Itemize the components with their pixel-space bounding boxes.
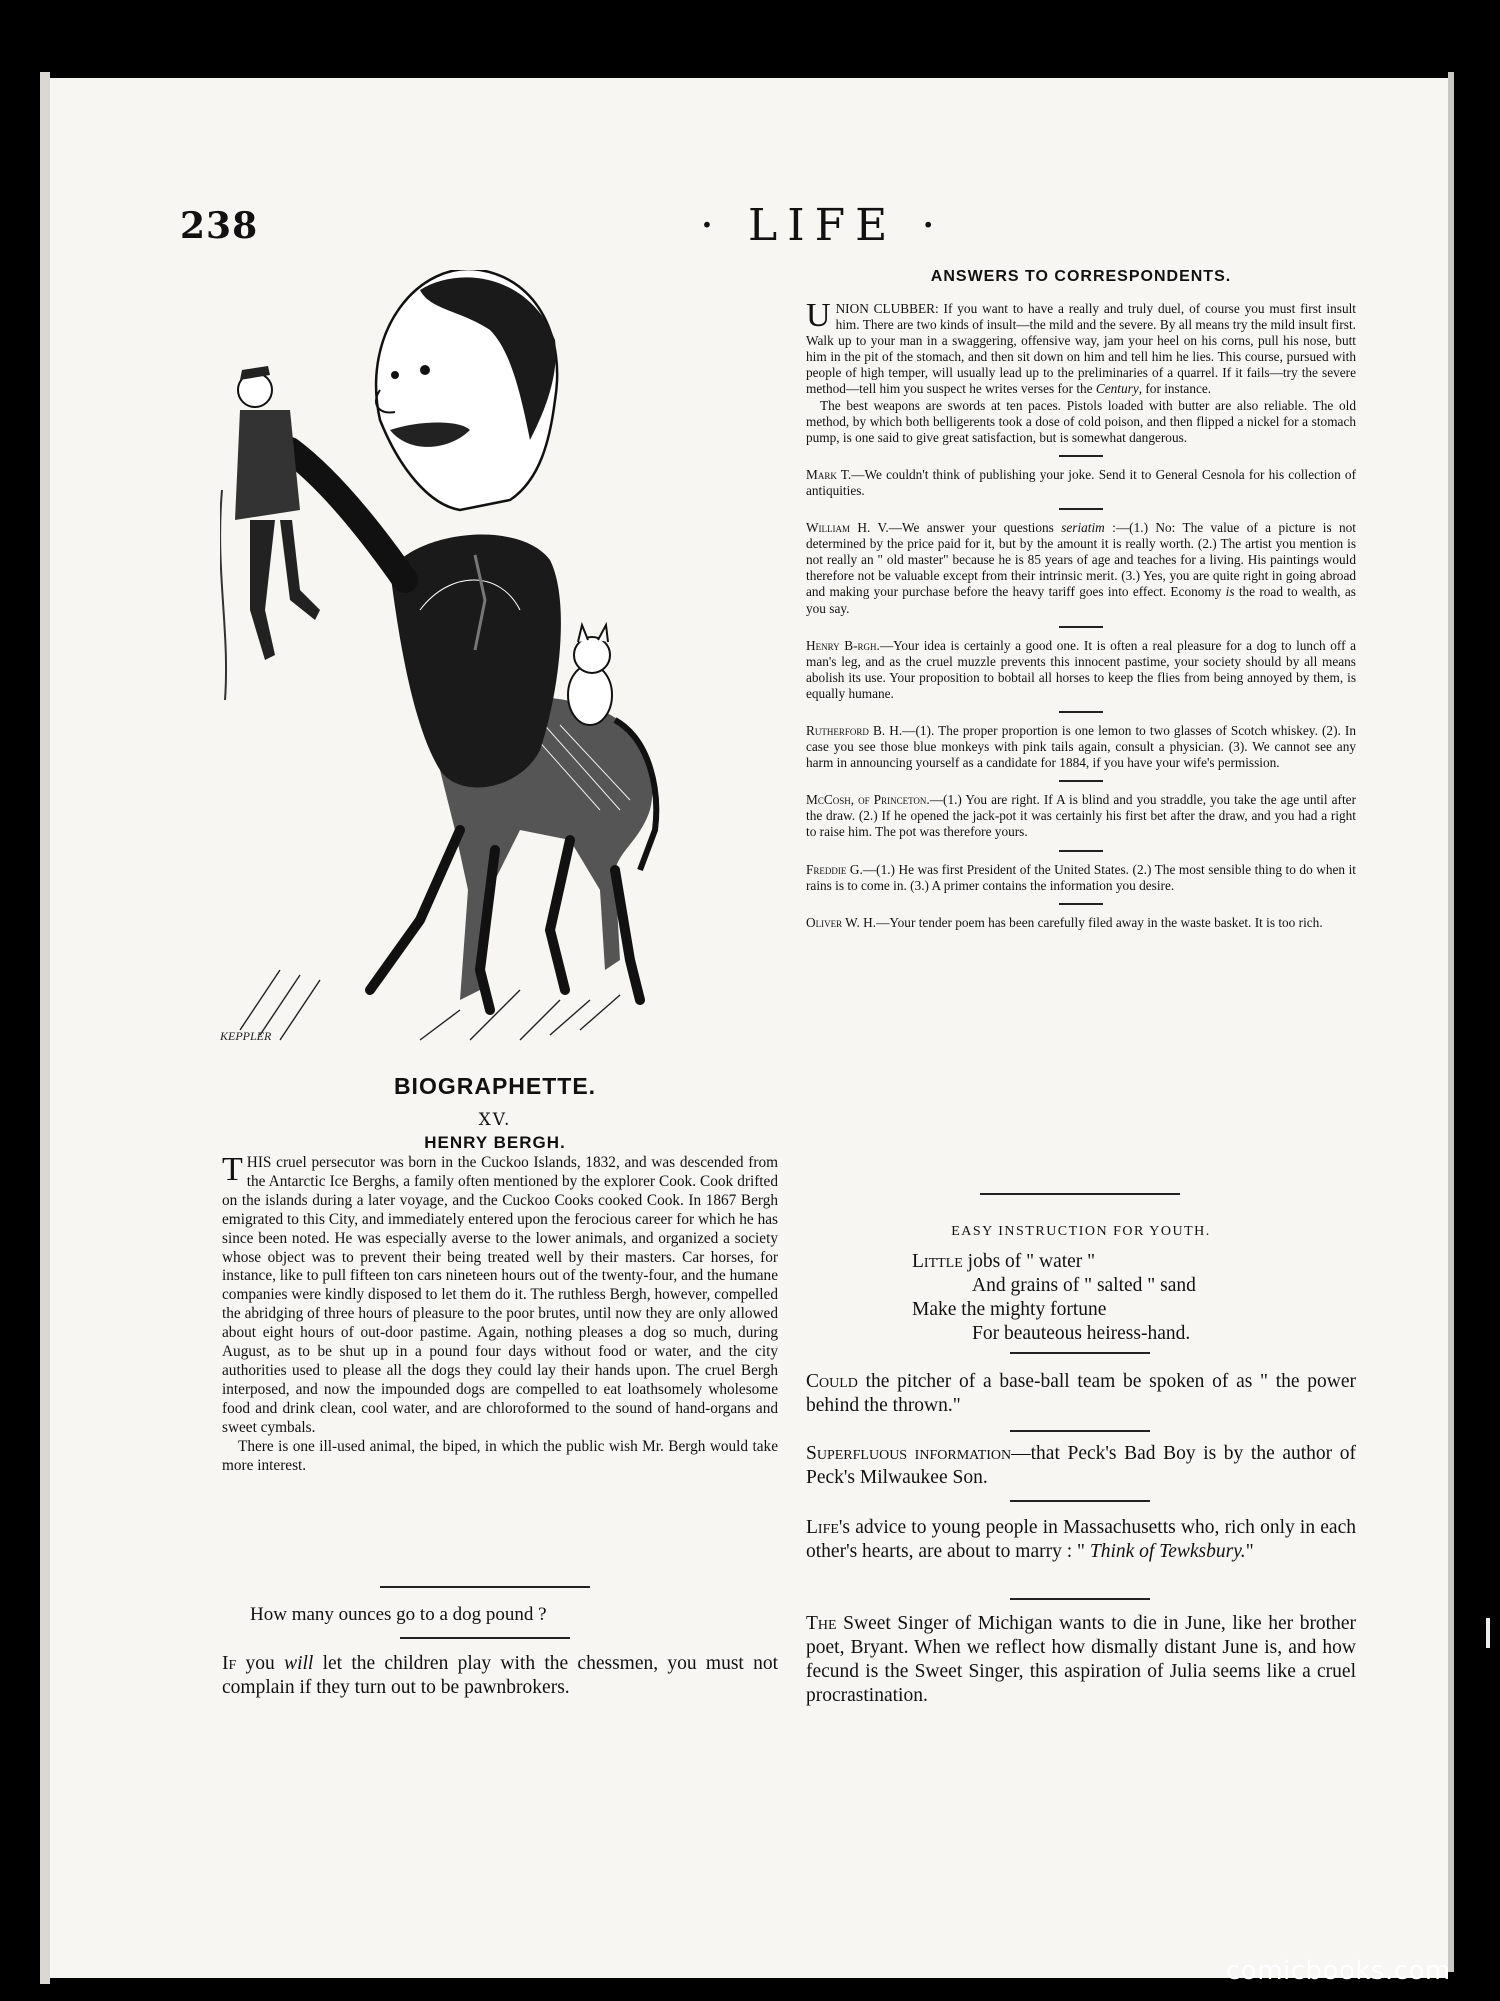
- drop-cap: T: [222, 1151, 243, 1188]
- answer-mccosh: McCosh, of Princeton.—(1.) You are right. If A is blind and you straddle, you take the age until after the draw. (2.) If he opened the jack-pot it was certainly his first bet after the draw, and you had a right to raise him. The pot was therefore yours.: [806, 792, 1356, 840]
- binding-mark: [1486, 1618, 1490, 1648]
- bio-paragraph-1: THIS cruel persecutor was born in the Cuckoo Islands, 1832, and was descended from the Antarctic Ice Berghs, a family often mentioned by the explorer Cook. Cook drifted on the islands during a later voyage, and the Cuckoo Cooks cooked Cook. In 1867 Bergh emigrated to this City, and immediately entered upon the ferocious career for which he has since been noted. He was especially averse to the lower animals, and organized a society whose object was to prevent their being treated well by their masters. Car horses, for instance, like to pull fifteen ton cars nineteen hours out of the twenty-four, and the humane companies were kindly disposed to let them do it. The ruthless Bergh, however, compelled the abridging of three hours of pleasure to the poor brutes, until now they are only allowed about eight hours of out-door pastime. Again, nothing pleases a dog so much, during August, as to be shut up in a pound four days without food or water, and the city authorities used to please all the dogs they could lay their hands upon. The cruel Bergh interposed, and now the impounded dogs are compelled to eat loathsomely wholesome food and drink clean, cool water, and are chloroformed to the sound of hand-organs and sweet cymbals.: [222, 1151, 778, 1436]
- answer-rutherford: Rutherford B. H.—(1). The proper proportion is one lemon to two glasses of Scotch whiskey. (2). In case you see those blue monkeys with pink tails again, consult a physician. (3). We cannot see any harm in announcing yourself as a candidate for 1884, if you have your wife's permission.: [806, 722, 1356, 771]
- section-subject: HENRY BERGH.: [424, 1133, 566, 1152]
- divider: [980, 1193, 1180, 1195]
- separator: [1059, 455, 1103, 457]
- section-title: BIOGRAPHETTE.: [393, 1073, 597, 1099]
- superfluous-joke: Superfluous information—that Peck's Bad Boy is by the author of Peck's Milwaukee Son.: [806, 1443, 1356, 1488]
- section-number: XV.: [478, 1110, 512, 1130]
- small-dog-figure: [568, 625, 612, 725]
- separator: [1059, 780, 1103, 782]
- artist-signature: KEPPLER: [220, 1029, 272, 1043]
- answer-union-clubber-2: The best weapons are swords at ten paces. Pistols loaded with butter are also reliable. The old method, by which both belligerents took a dose of cold poison, and then flipped a nickel for a stomach pump, is one said to give great satisfaction, but is somewhat dangerous.: [806, 397, 1356, 445]
- page-gutter: [1448, 72, 1454, 1972]
- masthead: · LIFE ·: [700, 200, 946, 251]
- separator: [1059, 711, 1103, 713]
- chessmen-joke: If you will let the children play with the chessmen, you must not complain if they turn out to be pawnbrokers.: [222, 1653, 779, 1698]
- answer-william-h-v: William H. V.—We answer your questions seriatim :—(1.) No: The value of a picture is not determined by the price paid for it, but by the amount it is really worth. (2.) The artist you mention is not really an " old master" because he is 85 years of age and teaches for a living. His paintings would therefore not be valuable except from their intrinsic merit. (3.) Yes, you are quite right in going abroad and making your purchase before the heavy tariff goes into effect. Economy is the road to wealth, as you say.: [806, 520, 1356, 616]
- answer-oliver-w-h: Oliver W. H.—Your tender poem has been carefully filed away in the waste basket. It is too rich.: [806, 914, 1323, 930]
- advice-joke: Life's advice to young people in Massachusetts who, rich only in each other's hearts, are about to marry : " Think of Tewksbury.": [806, 1517, 1356, 1562]
- answer-union-clubber: UNION CLUBBER: If you want to have a really and truly duel, of course you must first insult him. There are two kinds of insult—the mild and the severe. By all means try the mild insult first. Walk up to your man in a swaggering, offensive way, jam your heel on his corns, pull his nose, butt him in the pit of the stomach, and then sit down on him and tell him he lies. This course, pursued with people of high temper, will usually lead up to the preliminaries of a quarrel. If it fails—try the severe method—tell him you suspect he writes verses for the Century, for instance.: [806, 297, 1356, 397]
- separator: [1059, 850, 1103, 852]
- poem-line-2: And grains of " salted " sand: [972, 1275, 1196, 1296]
- man-torso: [290, 450, 561, 787]
- sweet-singer-joke: The Sweet Singer of Michigan wants to die in June, like her brother poet, Bryant. When we reflect how dismally distant June is, and how fecund is the Sweet Singer, this aspiration of Julia seems like a cruel procrastination.: [806, 1613, 1356, 1706]
- separator: [1059, 903, 1103, 905]
- pitcher-joke: Could the pitcher of a base-ball team be spoken of as " the power behind the thrown.": [806, 1371, 1356, 1416]
- divider: [400, 1637, 570, 1639]
- watermark: comicbooks.com: [1226, 1956, 1451, 1986]
- divider: [1010, 1352, 1150, 1354]
- caricature-illustration: [220, 270, 770, 1050]
- divider: [1010, 1598, 1150, 1600]
- poem-line-3: Make the mighty fortune: [912, 1299, 1107, 1320]
- man-head: [376, 270, 557, 510]
- separator: [1059, 626, 1103, 628]
- answer-mark-t: Mark T.—We couldn't think of publishing your joke. Send it to General Cesnola for his collection of antiquities.: [806, 466, 1357, 498]
- divider: [1010, 1430, 1150, 1432]
- dangling-figure: [220, 366, 320, 700]
- biography-text: [222, 1151, 778, 1475]
- divider: [380, 1586, 590, 1588]
- bio-paragraph-2: There is one ill-used animal, the biped, in which the public wish Mr. Bergh would take more interest.: [222, 1437, 778, 1474]
- answers-heading: ANSWERS TO CORRESPONDENTS.: [930, 268, 1232, 285]
- divider: [1010, 1500, 1150, 1502]
- page-number: 238: [180, 205, 259, 247]
- dog-pound-joke: How many ounces go to a dog pound ?: [250, 1604, 547, 1625]
- page-left-edge: [40, 72, 50, 1984]
- separator: [1059, 508, 1103, 510]
- answer-freddie-g: Freddie G.—(1.) He was first President of the United States. (2.) The most sensible thing to do when it rains is to come in. (3.) A primer contains the information you desire.: [806, 861, 1356, 893]
- poem-heading: EASY INSTRUCTION FOR YOUTH.: [951, 1224, 1211, 1239]
- poem-line-1: Little jobs of " water ": [912, 1251, 1096, 1272]
- poem: [912, 1250, 1332, 1346]
- answer-henry-brgh: Henry B-rgh.—Your idea is certainly a good one. It is often a real pleasure for a dog to lunch off a man's leg, and as the cruel muzzle prevents this innocent pastime, your society should by all means abolish its use. Your proposition to bobtail all horses to keep the flies from being annoyed by them, is equally humane.: [806, 637, 1356, 701]
- answers-to-correspondents: [806, 297, 1357, 952]
- poem-line-4: For beauteous heiress-hand.: [972, 1323, 1191, 1344]
